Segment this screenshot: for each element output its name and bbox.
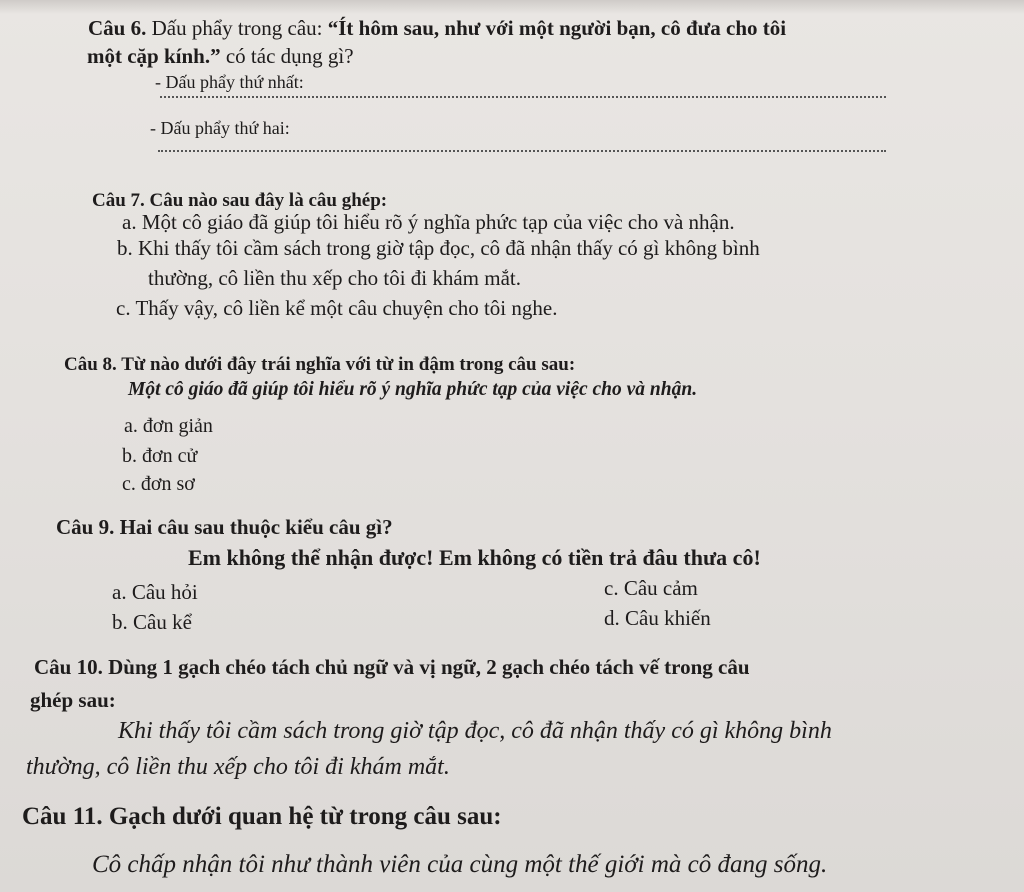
q6-answer-line-1[interactable] (160, 96, 886, 98)
q6-quote-part1: “Ít hôm sau, như với một người bạn, cô đưa cho tôi (327, 16, 787, 40)
q6-heading: Câu 6. (88, 16, 147, 40)
q11-sentence: Cô chấp nhận tôi như thành viên của cùng một thế giới mà cô đang sống. (92, 851, 828, 878)
q9-option-c: c. Câu cảm (604, 576, 698, 600)
q8-heading: Câu 8. Từ nào dưới đây trái nghĩa với từ in đậm trong câu sau: (64, 354, 576, 375)
q6-line2 (87, 44, 354, 68)
q8-option-a: a. đơn giản (124, 415, 213, 437)
q6-item-first-comma: - Dấu phẩy thứ nhất: (155, 72, 304, 92)
q10-heading-line1: Câu 10. Dùng 1 gạch chéo tách chủ ngữ và vị ngữ, 2 gạch chéo tách vế trong câu (34, 655, 750, 679)
q7-option-b-line2: thường, cô liền thu xếp cho tôi đi khám mắt. (148, 266, 522, 290)
q8-option-b: b. đơn cử (122, 445, 198, 467)
q11-heading: Câu 11. Gạch dưới quan hệ từ trong câu sau: (22, 803, 502, 830)
q9-heading: Câu 9. Hai câu sau thuộc kiểu câu gì? (56, 515, 393, 539)
q9-option-b: b. Câu kể (112, 610, 192, 634)
q7-heading: Câu 7. Câu nào sau đây là câu ghép: (92, 190, 388, 211)
q10-sentence-line2: thường, cô liền thu xếp cho tôi đi khám mắt. (26, 754, 450, 780)
q6-answer-line-2[interactable] (158, 150, 886, 152)
q7-option-a: a. Một cô giáo đã giúp tôi hiểu rõ ý nghĩa phức tạp của việc cho và nhận. (122, 210, 735, 234)
q7-option-c: c. Thấy vậy, cô liền kể một câu chuyện cho tôi nghe. (116, 296, 558, 320)
q8-sentence: Một cô giáo đã giúp tôi hiểu rõ ý nghĩa phức tạp của việc cho và nhận. (128, 379, 698, 400)
q9-option-a: a. Câu hỏi (112, 580, 198, 604)
q10-sentence-line1: Khi thấy tôi cầm sách trong giờ tập đọc, cô đã nhận thấy có gì không bình (118, 718, 832, 744)
q6-line1 (88, 16, 786, 40)
q8-option-c: c. đơn sơ (122, 473, 195, 495)
q9-option-d: d. Câu khiến (604, 606, 711, 630)
q7-option-b-line1: b. Khi thấy tôi cầm sách trong giờ tập đọc, cô đã nhận thấy có gì không bình (117, 236, 760, 260)
q9-sentence: Em không thể nhận được! Em không có tiền trả đâu thưa cô! (188, 545, 761, 570)
q6-prompt: Dấu phẩy trong câu: (151, 16, 323, 40)
q6-prompt-end: có tác dụng gì? (225, 44, 354, 68)
page-top-edge (0, 0, 1024, 14)
q6-item-second-comma: - Dấu phẩy thứ hai: (150, 118, 290, 138)
q10-heading-line2: ghép sau: (30, 688, 116, 712)
q6-quote-part2: một cặp kính.” (87, 44, 221, 68)
